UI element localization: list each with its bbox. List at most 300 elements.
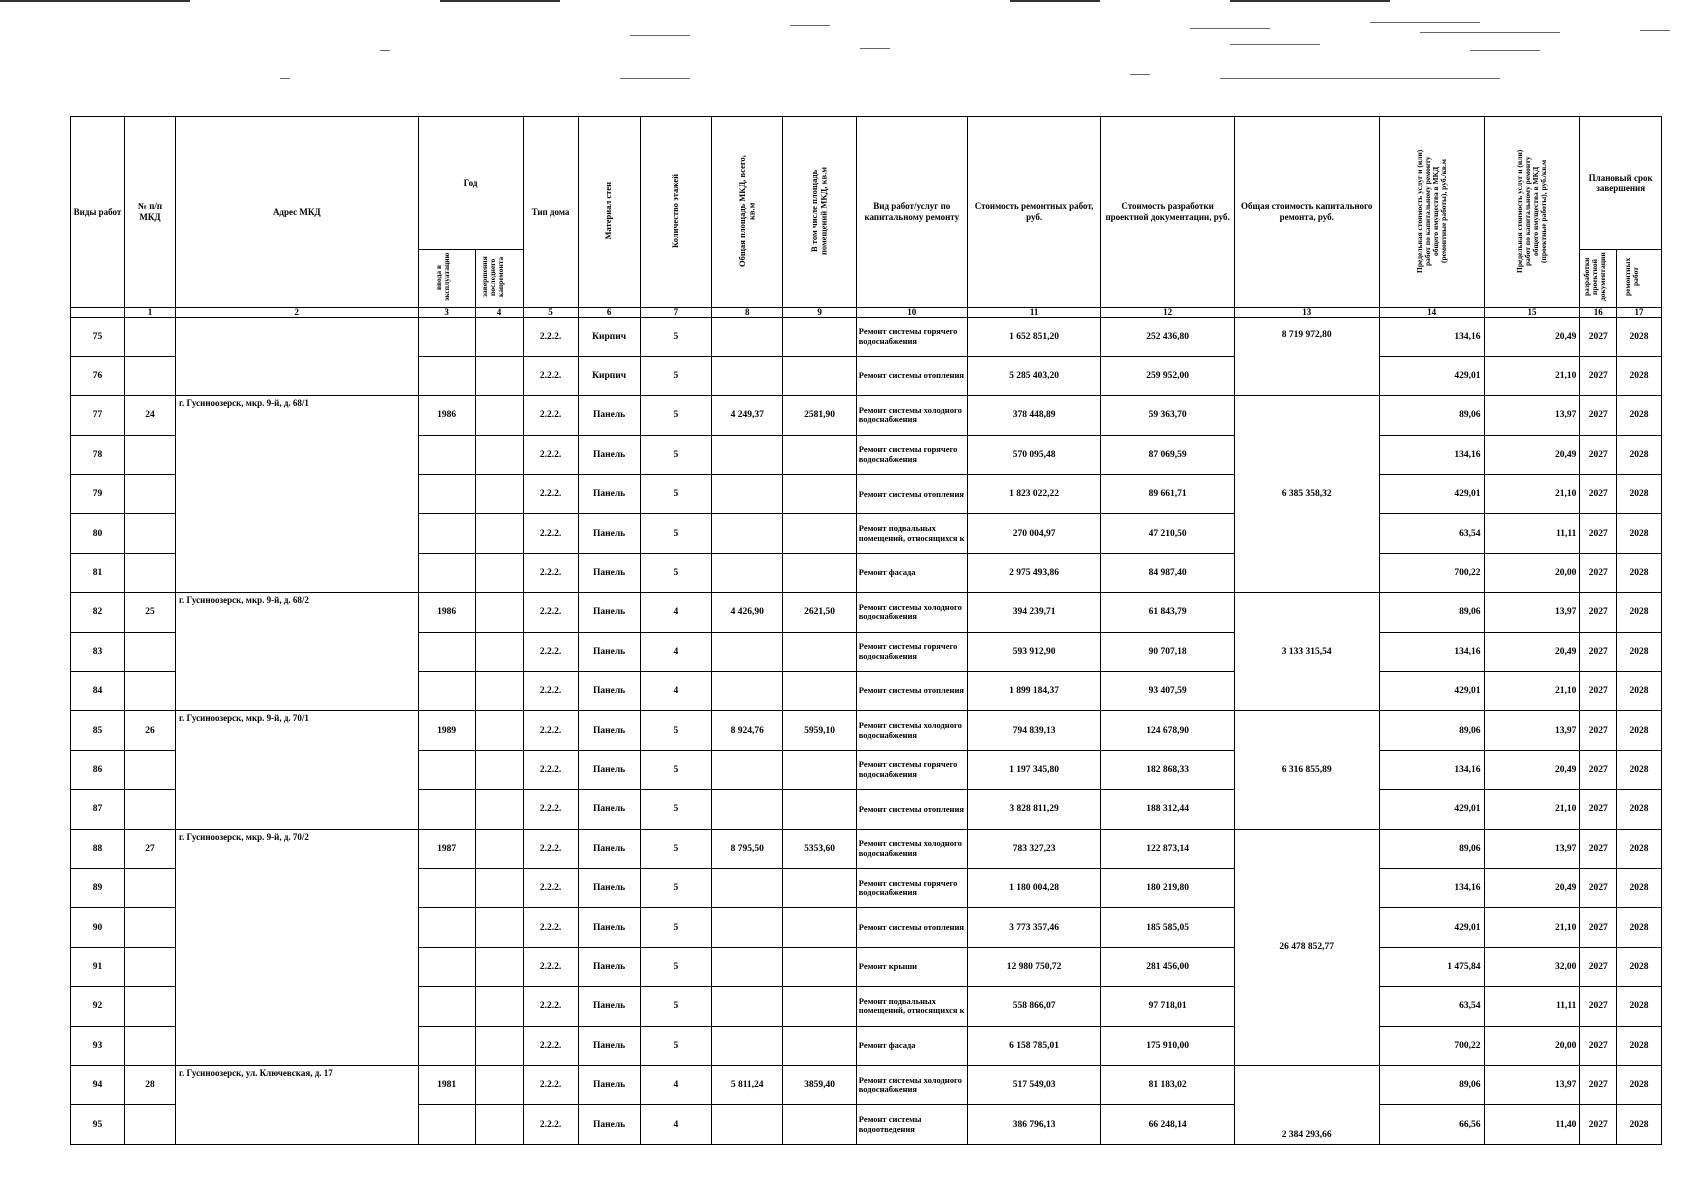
total-area-cell [712, 672, 783, 711]
wall-material-cell: Панель [578, 435, 640, 474]
total-area-cell: 4 426,90 [712, 593, 783, 632]
column-number: 11 [967, 307, 1101, 317]
design-cost-cell: 259 952,00 [1101, 356, 1235, 395]
premises-area-cell: 5959,10 [783, 711, 856, 750]
column-number [71, 307, 125, 317]
premises-area-cell [783, 317, 856, 356]
total-area-cell [712, 987, 783, 1026]
deadline-repair-cell: 2028 [1617, 672, 1662, 711]
design-cost-cell: 81 183,02 [1101, 1065, 1235, 1104]
year-complete-cell [475, 1026, 523, 1065]
mkd-number-cell [125, 1026, 176, 1065]
wall-material-cell: Панель [578, 1065, 640, 1104]
table-row [71, 829, 1662, 868]
total-area-cell [712, 553, 783, 592]
limit-design-cell: 20,00 [1484, 553, 1580, 592]
total-area-cell [712, 475, 783, 514]
design-cost-cell: 97 718,01 [1101, 987, 1235, 1026]
total-cost-cell: 2 384 293,66 [1234, 1065, 1379, 1144]
deadline-repair-cell: 2028 [1617, 553, 1662, 592]
wall-material-cell: Панель [578, 475, 640, 514]
work-kind-cell: Ремонт системы водоотведения [856, 1105, 967, 1144]
address-text: г. Гусиноозерск, мкр. 9-й, д. 68/2 [178, 595, 309, 606]
wall-material-cell: Кирпич [578, 356, 640, 395]
address-text: г. Гусиноозерск, мкр. 9-й, д. 70/1 [178, 713, 309, 724]
limit-design-cell: 13,97 [1484, 1065, 1580, 1104]
premises-area-cell [783, 868, 856, 907]
mkd-number-cell [125, 987, 176, 1026]
floors-cell: 5 [640, 908, 711, 947]
capital-repair-table [70, 116, 1662, 1145]
header-address: Адрес МКД [175, 117, 418, 308]
design-cost-cell: 175 910,00 [1101, 1026, 1235, 1065]
limit-design-cell: 21,10 [1484, 790, 1580, 829]
repair-cost-cell: 517 549,03 [967, 1065, 1101, 1104]
row-number-cell: 77 [71, 396, 125, 435]
header-design-cost: Стоимость разработки проектной документации, руб. [1101, 117, 1235, 308]
row-number-cell: 79 [71, 475, 125, 514]
repair-cost-cell: 386 796,13 [967, 1105, 1101, 1144]
header-year-complete: завершения последнего капремонта [475, 250, 523, 308]
house-type-cell: 2.2.2. [523, 317, 578, 356]
row-number-cell: 93 [71, 1026, 125, 1065]
total-area-cell [712, 435, 783, 474]
work-kind-cell: Ремонт системы отопления [856, 475, 967, 514]
table-row [71, 711, 1662, 750]
repair-cost-cell: 394 239,71 [967, 593, 1101, 632]
limit-repair-cell: 89,06 [1379, 829, 1484, 868]
row-number-cell: 92 [71, 987, 125, 1026]
deadline-repair-cell: 2028 [1617, 435, 1662, 474]
address-cell [175, 1065, 418, 1144]
row-number-cell: 76 [71, 356, 125, 395]
year-commission-cell [418, 514, 475, 553]
mkd-number-cell [125, 514, 176, 553]
premises-area-cell: 2621,50 [783, 593, 856, 632]
total-cost-cell: 8 719 972,80 [1234, 317, 1379, 396]
header-deadline-repair: ремонтных работ [1617, 250, 1662, 308]
premises-area-cell [783, 1026, 856, 1065]
deadline-design-cell: 2027 [1580, 672, 1617, 711]
limit-repair-cell: 429,01 [1379, 790, 1484, 829]
limit-repair-cell: 134,16 [1379, 632, 1484, 671]
premises-area-cell [783, 475, 856, 514]
mkd-number-cell [125, 632, 176, 671]
limit-repair-cell: 134,16 [1379, 435, 1484, 474]
wall-material-cell: Панель [578, 750, 640, 789]
work-kind-cell: Ремонт системы горячего водоснабжения [856, 317, 967, 356]
year-commission-cell [418, 475, 475, 514]
design-cost-cell: 47 210,50 [1101, 514, 1235, 553]
header-floors: Количество этажей [640, 117, 711, 308]
floors-cell: 5 [640, 987, 711, 1026]
house-type-cell: 2.2.2. [523, 908, 578, 947]
premises-area-cell [783, 947, 856, 986]
year-commission-cell [418, 632, 475, 671]
house-type-cell: 2.2.2. [523, 475, 578, 514]
address-text: г. Гусиноозерск, мкр. 9-й, д. 70/2 [178, 831, 309, 842]
year-complete-cell [475, 987, 523, 1026]
floors-cell: 5 [640, 317, 711, 356]
mkd-number-cell [125, 435, 176, 474]
year-complete-cell [475, 868, 523, 907]
design-cost-cell: 180 219,80 [1101, 868, 1235, 907]
total-cost-cell: 26 478 852,77 [1234, 829, 1379, 1065]
deadline-design-cell: 2027 [1580, 987, 1617, 1026]
year-commission-cell [418, 553, 475, 592]
year-complete-cell [475, 317, 523, 356]
mkd-number-cell: 27 [125, 829, 176, 868]
row-number-cell: 75 [71, 317, 125, 356]
limit-design-cell: 21,10 [1484, 356, 1580, 395]
floors-cell: 4 [640, 632, 711, 671]
deadline-repair-cell: 2028 [1617, 632, 1662, 671]
total-area-cell [712, 868, 783, 907]
wall-material-cell: Панель [578, 632, 640, 671]
header-total-cost: Общая стоимость капитального ремонта, руб. [1234, 117, 1379, 308]
limit-repair-cell: 134,16 [1379, 317, 1484, 356]
address-text: г. Гусиноозерск, мкр. 9-й, д. 68/1 [178, 398, 309, 409]
address-cell [175, 317, 418, 396]
house-type-cell: 2.2.2. [523, 947, 578, 986]
row-number-cell: 87 [71, 790, 125, 829]
mkd-number-cell [125, 1105, 176, 1144]
design-cost-cell: 87 069,59 [1101, 435, 1235, 474]
limit-repair-cell: 1 475,84 [1379, 947, 1484, 986]
floors-cell: 4 [640, 672, 711, 711]
limit-design-cell: 20,49 [1484, 750, 1580, 789]
repair-cost-cell: 2 975 493,86 [967, 553, 1101, 592]
year-commission-cell: 1981 [418, 1065, 475, 1104]
deadline-repair-cell: 2028 [1617, 1065, 1662, 1104]
year-commission-cell [418, 987, 475, 1026]
premises-area-cell [783, 632, 856, 671]
deadline-design-cell: 2027 [1580, 790, 1617, 829]
floors-cell: 4 [640, 1105, 711, 1144]
header-deadline: Плановый срок завершения [1580, 117, 1662, 250]
total-cost-cell: 6 385 358,32 [1234, 396, 1379, 593]
row-number-cell: 83 [71, 632, 125, 671]
house-type-cell: 2.2.2. [523, 790, 578, 829]
total-area-cell [712, 1105, 783, 1144]
house-type-cell: 2.2.2. [523, 632, 578, 671]
row-number-cell: 86 [71, 750, 125, 789]
premises-area-cell [783, 672, 856, 711]
year-commission-cell [418, 1026, 475, 1065]
column-number: 16 [1580, 307, 1617, 317]
wall-material-cell: Панель [578, 553, 640, 592]
limit-design-cell: 11,11 [1484, 987, 1580, 1026]
address-cell [175, 829, 418, 1065]
deadline-repair-cell: 2028 [1617, 356, 1662, 395]
repair-cost-cell: 1 652 851,20 [967, 317, 1101, 356]
year-commission-cell: 1989 [418, 711, 475, 750]
year-complete-cell [475, 356, 523, 395]
deadline-design-cell: 2027 [1580, 553, 1617, 592]
work-kind-cell: Ремонт фасада [856, 553, 967, 592]
deadline-repair-cell: 2028 [1617, 947, 1662, 986]
floors-cell: 4 [640, 1065, 711, 1104]
deadline-design-cell: 2027 [1580, 435, 1617, 474]
deadline-design-cell: 2027 [1580, 908, 1617, 947]
house-type-cell: 2.2.2. [523, 868, 578, 907]
total-cost-cell: 6 316 855,89 [1234, 711, 1379, 829]
repair-cost-cell: 6 158 785,01 [967, 1026, 1101, 1065]
header-mkd-number: № п/п МКД [125, 117, 176, 308]
limit-repair-cell: 89,06 [1379, 396, 1484, 435]
mkd-number-cell: 28 [125, 1065, 176, 1104]
premises-area-cell [783, 553, 856, 592]
mkd-number-cell [125, 553, 176, 592]
header-total-area: Общая площадь МКД, всего, кв.м [712, 117, 783, 308]
mkd-number-cell [125, 475, 176, 514]
design-cost-cell: 61 843,79 [1101, 593, 1235, 632]
row-number-cell: 82 [71, 593, 125, 632]
wall-material-cell: Кирпич [578, 317, 640, 356]
house-type-cell: 2.2.2. [523, 514, 578, 553]
year-commission-cell [418, 947, 475, 986]
mkd-number-cell: 26 [125, 711, 176, 750]
design-cost-cell: 90 707,18 [1101, 632, 1235, 671]
floors-cell: 5 [640, 553, 711, 592]
table-row [71, 396, 1662, 435]
limit-design-cell: 20,00 [1484, 1026, 1580, 1065]
floors-cell: 4 [640, 593, 711, 632]
year-complete-cell [475, 790, 523, 829]
column-number: 17 [1617, 307, 1662, 317]
address-cell [175, 396, 418, 593]
deadline-repair-cell: 2028 [1617, 790, 1662, 829]
header-work-types: Виды работ [71, 117, 125, 308]
repair-cost-cell: 1 180 004,28 [967, 868, 1101, 907]
work-kind-cell: Ремонт системы горячего водоснабжения [856, 868, 967, 907]
wall-material-cell: Панель [578, 829, 640, 868]
floors-cell: 5 [640, 790, 711, 829]
year-commission-cell [418, 672, 475, 711]
limit-design-cell: 11,40 [1484, 1105, 1580, 1144]
header-year: Год [418, 117, 523, 250]
limit-repair-cell: 429,01 [1379, 356, 1484, 395]
row-number-cell: 94 [71, 1065, 125, 1104]
year-commission-cell [418, 750, 475, 789]
premises-area-cell: 5353,60 [783, 829, 856, 868]
deadline-repair-cell: 2028 [1617, 868, 1662, 907]
house-type-cell: 2.2.2. [523, 672, 578, 711]
house-type-cell: 2.2.2. [523, 987, 578, 1026]
deadline-repair-cell: 2028 [1617, 1105, 1662, 1144]
row-number-cell: 85 [71, 711, 125, 750]
year-complete-cell [475, 947, 523, 986]
limit-design-cell: 21,10 [1484, 475, 1580, 514]
limit-design-cell: 20,49 [1484, 632, 1580, 671]
limit-repair-cell: 134,16 [1379, 750, 1484, 789]
year-commission-cell [418, 356, 475, 395]
limit-repair-cell: 89,06 [1379, 593, 1484, 632]
year-commission-cell: 1986 [418, 593, 475, 632]
deadline-repair-cell: 2028 [1617, 711, 1662, 750]
design-cost-cell: 59 363,70 [1101, 396, 1235, 435]
premises-area-cell [783, 514, 856, 553]
column-number: 10 [856, 307, 967, 317]
deadline-repair-cell: 2028 [1617, 593, 1662, 632]
deadline-repair-cell: 2028 [1617, 514, 1662, 553]
row-number-cell: 80 [71, 514, 125, 553]
year-complete-cell [475, 1065, 523, 1104]
premises-area-cell [783, 987, 856, 1026]
year-commission-cell [418, 868, 475, 907]
header-limit-repair: Предельная стоимость услуг и (или) работ по капитальному ремонту общего имущества в МКД (ремонтные работы), руб./кв.м [1379, 117, 1484, 308]
design-cost-cell: 93 407,59 [1101, 672, 1235, 711]
floors-cell: 5 [640, 711, 711, 750]
deadline-design-cell: 2027 [1580, 868, 1617, 907]
house-type-cell: 2.2.2. [523, 356, 578, 395]
mkd-number-cell [125, 908, 176, 947]
year-complete-cell [475, 1105, 523, 1144]
limit-design-cell: 21,10 [1484, 908, 1580, 947]
wall-material-cell: Панель [578, 672, 640, 711]
design-cost-cell: 122 873,14 [1101, 829, 1235, 868]
deadline-design-cell: 2027 [1580, 1026, 1617, 1065]
deadline-repair-cell: 2028 [1617, 317, 1662, 356]
limit-design-cell: 20,49 [1484, 317, 1580, 356]
limit-design-cell: 32,00 [1484, 947, 1580, 986]
deadline-design-cell: 2027 [1580, 1065, 1617, 1104]
year-complete-cell [475, 593, 523, 632]
design-cost-cell: 252 436,80 [1101, 317, 1235, 356]
design-cost-cell: 84 987,40 [1101, 553, 1235, 592]
house-type-cell: 2.2.2. [523, 593, 578, 632]
column-number: 12 [1101, 307, 1235, 317]
address-text: г. Гусиноозерск, ул. Ключевская, д. 17 [178, 1067, 333, 1078]
deadline-design-cell: 2027 [1580, 593, 1617, 632]
mkd-number-cell: 24 [125, 396, 176, 435]
table-row [71, 317, 1662, 356]
deadline-design-cell: 2027 [1580, 475, 1617, 514]
column-number: 13 [1234, 307, 1379, 317]
house-type-cell: 2.2.2. [523, 396, 578, 435]
wall-material-cell: Панель [578, 514, 640, 553]
repair-cost-cell: 1 899 184,37 [967, 672, 1101, 711]
repair-cost-cell: 3 773 357,46 [967, 908, 1101, 947]
deadline-design-cell: 2027 [1580, 750, 1617, 789]
year-complete-cell [475, 672, 523, 711]
work-kind-cell: Ремонт системы холодного водоснабжения [856, 711, 967, 750]
header-wall-material: Материал стен [578, 117, 640, 308]
deadline-design-cell: 2027 [1580, 356, 1617, 395]
floors-cell: 5 [640, 435, 711, 474]
house-type-cell: 2.2.2. [523, 435, 578, 474]
deadline-design-cell: 2027 [1580, 1105, 1617, 1144]
year-complete-cell [475, 908, 523, 947]
total-area-cell: 8 795,50 [712, 829, 783, 868]
deadline-repair-cell: 2028 [1617, 475, 1662, 514]
year-commission-cell [418, 435, 475, 474]
work-kind-cell: Ремонт крыши [856, 947, 967, 986]
repair-cost-cell: 783 327,23 [967, 829, 1101, 868]
deadline-design-cell: 2027 [1580, 317, 1617, 356]
premises-area-cell [783, 435, 856, 474]
year-commission-cell: 1986 [418, 396, 475, 435]
work-kind-cell: Ремонт системы отопления [856, 672, 967, 711]
repair-cost-cell: 12 980 750,72 [967, 947, 1101, 986]
premises-area-cell [783, 1105, 856, 1144]
limit-repair-cell: 63,54 [1379, 987, 1484, 1026]
work-kind-cell: Ремонт системы холодного водоснабжения [856, 1065, 967, 1104]
wall-material-cell: Панель [578, 868, 640, 907]
column-number: 1 [125, 307, 176, 317]
row-number-cell: 88 [71, 829, 125, 868]
deadline-repair-cell: 2028 [1617, 396, 1662, 435]
work-kind-cell: Ремонт системы холодного водоснабжения [856, 829, 967, 868]
deadline-design-cell: 2027 [1580, 632, 1617, 671]
limit-design-cell: 20,49 [1484, 868, 1580, 907]
header-year-commission: ввода в эксплуатацию [418, 250, 475, 308]
header-premises-area: В том числе площадь помещений МКД, кв.м [783, 117, 856, 308]
wall-material-cell: Панель [578, 947, 640, 986]
year-complete-cell [475, 514, 523, 553]
mkd-number-cell [125, 868, 176, 907]
house-type-cell: 2.2.2. [523, 750, 578, 789]
work-kind-cell: Ремонт подвальных помещений, относящихся к [856, 514, 967, 553]
column-number: 3 [418, 307, 475, 317]
house-type-cell: 2.2.2. [523, 1065, 578, 1104]
year-commission-cell [418, 908, 475, 947]
limit-repair-cell: 700,22 [1379, 1026, 1484, 1065]
column-number: 14 [1379, 307, 1484, 317]
mkd-number-cell [125, 790, 176, 829]
house-type-cell: 2.2.2. [523, 711, 578, 750]
floors-cell: 5 [640, 1026, 711, 1065]
total-cost-cell: 3 133 315,54 [1234, 593, 1379, 711]
limit-repair-cell: 66,56 [1379, 1105, 1484, 1144]
year-complete-cell [475, 711, 523, 750]
total-area-cell: 8 924,76 [712, 711, 783, 750]
mkd-number-cell [125, 317, 176, 356]
floors-cell: 5 [640, 514, 711, 553]
house-type-cell: 2.2.2. [523, 1105, 578, 1144]
column-number: 4 [475, 307, 523, 317]
premises-area-cell [783, 750, 856, 789]
row-number-cell: 95 [71, 1105, 125, 1144]
row-number-cell: 89 [71, 868, 125, 907]
total-area-cell: 5 811,24 [712, 1065, 783, 1104]
limit-repair-cell: 700,22 [1379, 553, 1484, 592]
wall-material-cell: Панель [578, 1105, 640, 1144]
work-kind-cell: Ремонт системы холодного водоснабжения [856, 396, 967, 435]
premises-area-cell [783, 356, 856, 395]
repair-cost-cell: 1 197 345,80 [967, 750, 1101, 789]
repair-cost-cell: 5 285 403,20 [967, 356, 1101, 395]
floors-cell: 5 [640, 356, 711, 395]
mkd-number-cell [125, 672, 176, 711]
total-area-cell [712, 514, 783, 553]
deadline-design-cell: 2027 [1580, 514, 1617, 553]
deadline-design-cell: 2027 [1580, 829, 1617, 868]
limit-repair-cell: 429,01 [1379, 475, 1484, 514]
floors-cell: 5 [640, 396, 711, 435]
deadline-repair-cell: 2028 [1617, 1026, 1662, 1065]
limit-repair-cell: 89,06 [1379, 711, 1484, 750]
repair-cost-cell: 794 839,13 [967, 711, 1101, 750]
mkd-number-cell [125, 356, 176, 395]
address-cell [175, 711, 418, 829]
limit-design-cell: 13,97 [1484, 829, 1580, 868]
floors-cell: 5 [640, 750, 711, 789]
row-number-cell: 81 [71, 553, 125, 592]
repair-cost-cell: 1 823 022,22 [967, 475, 1101, 514]
work-kind-cell: Ремонт системы отопления [856, 908, 967, 947]
header-deadline-design: разработки проектной документации [1580, 250, 1617, 308]
